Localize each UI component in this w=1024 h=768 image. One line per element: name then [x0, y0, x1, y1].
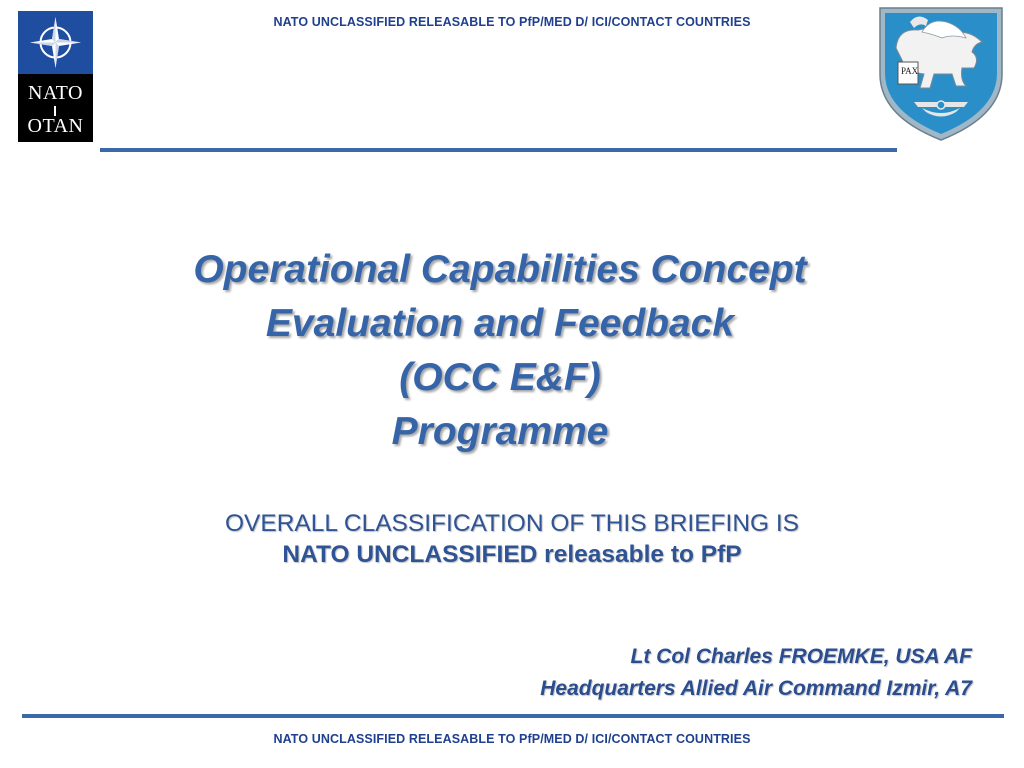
otan-logo-word: OTAN — [27, 115, 84, 137]
top-classification-banner: NATO UNCLASSIFIED RELEASABLE TO PfP/MED D/ ICI/CONTACT COUNTRIES — [273, 15, 751, 29]
title-line-1: Operational Capabilities Concept — [193, 248, 807, 291]
winged-lion-crest-icon — [876, 4, 1006, 142]
crest-letters: PAX — [901, 66, 919, 76]
title-line-3: (OCC E&F) — [399, 356, 601, 399]
nato-logo-word: NATO — [28, 82, 83, 104]
classification-notice-line-1: OVERALL CLASSIFICATION OF THIS BRIEFING IS — [224, 510, 800, 537]
presenter-block — [400, 641, 972, 705]
presenter-organization: Headquarters Allied Air Command Izmir, A7 — [540, 677, 972, 700]
presenter-name: Lt Col Charles FROEMKE, USA AF — [630, 645, 972, 668]
nato-logo — [18, 11, 93, 142]
nato-compass-star-icon — [18, 11, 93, 74]
slide-title — [60, 243, 940, 459]
footer-rule — [22, 714, 1004, 718]
header-rule — [100, 148, 897, 152]
title-line-4: Programme — [391, 410, 609, 453]
title-line-2: Evaluation and Feedback — [265, 302, 735, 345]
bottom-classification-banner: NATO UNCLASSIFIED RELEASABLE TO PfP/MED D/ ICI/CONTACT COUNTRIES — [273, 732, 751, 746]
classification-notice — [60, 508, 964, 570]
classification-notice-line-2: NATO UNCLASSIFIED releasable to PfP — [282, 541, 742, 568]
